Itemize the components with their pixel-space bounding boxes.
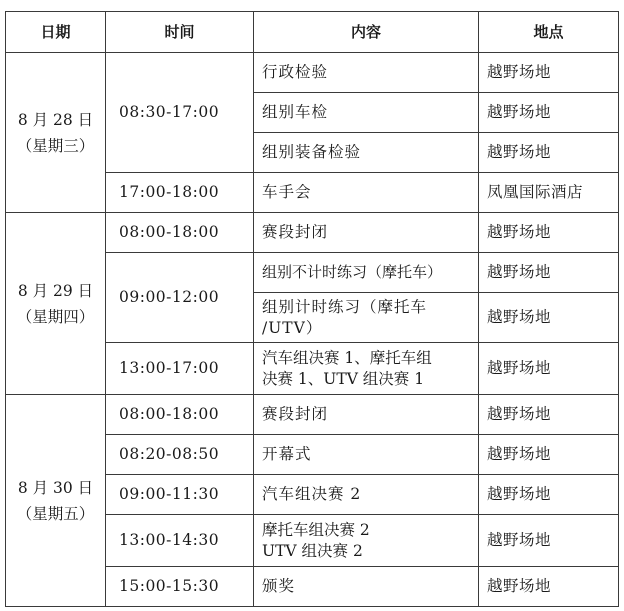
time-cell: 15:00-15:30 xyxy=(106,567,254,607)
table-header-row xyxy=(6,12,619,53)
location-cell: 越野场地 xyxy=(479,343,619,395)
table-row xyxy=(6,395,619,435)
content-line: /UTV） xyxy=(262,318,323,337)
date-cell xyxy=(6,213,106,395)
content-cell: 赛段封闭 xyxy=(254,395,479,435)
content-cell: 组别不计时练习（摩托车） xyxy=(254,253,479,293)
content-cell: 组别装备检验 xyxy=(254,133,479,173)
header-location: 地点 xyxy=(479,12,619,53)
table-row xyxy=(6,213,619,253)
location-cell: 越野场地 xyxy=(479,293,619,343)
time-cell: 09:00-11:30 xyxy=(106,475,254,515)
location-cell: 越野场地 xyxy=(479,213,619,253)
content-cell: 组别车检 xyxy=(254,93,479,133)
content-line: UTV 组决赛 2 xyxy=(262,541,363,560)
date-label: 8 月 28 日 xyxy=(17,110,94,129)
weekday-label: （星期五） xyxy=(16,504,95,523)
content-line: 决赛 1、UTV 组决赛 1 xyxy=(262,369,425,388)
time-cell: 09:00-12:00 xyxy=(106,253,254,343)
location-cell: 越野场地 xyxy=(479,133,619,173)
location-cell: 越野场地 xyxy=(479,515,619,567)
date-cell xyxy=(6,53,106,213)
time-cell: 08:00-18:00 xyxy=(106,213,254,253)
time-cell: 13:00-14:30 xyxy=(106,515,254,567)
location-cell: 越野场地 xyxy=(479,567,619,607)
location-cell: 越野场地 xyxy=(479,395,619,435)
location-cell: 越野场地 xyxy=(479,435,619,475)
location-cell: 越野场地 xyxy=(479,253,619,293)
schedule-table xyxy=(5,11,619,607)
location-cell: 凤凰国际酒店 xyxy=(479,173,619,213)
content-cell: 颁奖 xyxy=(254,567,479,607)
content-cell: 赛段封闭 xyxy=(254,213,479,253)
time-cell: 08:30-17:00 xyxy=(106,53,254,173)
time-cell: 13:00-17:00 xyxy=(106,343,254,395)
time-cell: 08:20-08:50 xyxy=(106,435,254,475)
content-cell: 汽车组决赛 2 xyxy=(254,475,479,515)
content-cell: 行政检验 xyxy=(254,53,479,93)
header-content: 内容 xyxy=(254,12,479,53)
date-label: 8 月 30 日 xyxy=(17,478,94,497)
weekday-label: （星期四） xyxy=(16,307,95,326)
table-row xyxy=(6,53,619,93)
time-cell: 08:00-18:00 xyxy=(106,395,254,435)
content-line: 组别计时练习（摩托车 xyxy=(262,297,428,316)
content-line: 摩托车组决赛 2 xyxy=(262,520,370,539)
location-cell: 越野场地 xyxy=(479,475,619,515)
date-label: 8 月 29 日 xyxy=(17,281,94,300)
time-cell: 17:00-18:00 xyxy=(106,173,254,213)
location-cell: 越野场地 xyxy=(479,53,619,93)
content-cell: 车手会 xyxy=(254,173,479,213)
location-cell: 越野场地 xyxy=(479,93,619,133)
content-cell xyxy=(254,293,479,343)
content-line: 汽车组决赛 1、摩托车组 xyxy=(262,348,432,367)
header-date: 日期 xyxy=(6,12,106,53)
weekday-label: （星期三） xyxy=(16,136,95,155)
content-cell xyxy=(254,515,479,567)
content-cell xyxy=(254,343,479,395)
header-time: 时间 xyxy=(106,12,254,53)
date-cell xyxy=(6,395,106,607)
content-cell: 开幕式 xyxy=(254,435,479,475)
